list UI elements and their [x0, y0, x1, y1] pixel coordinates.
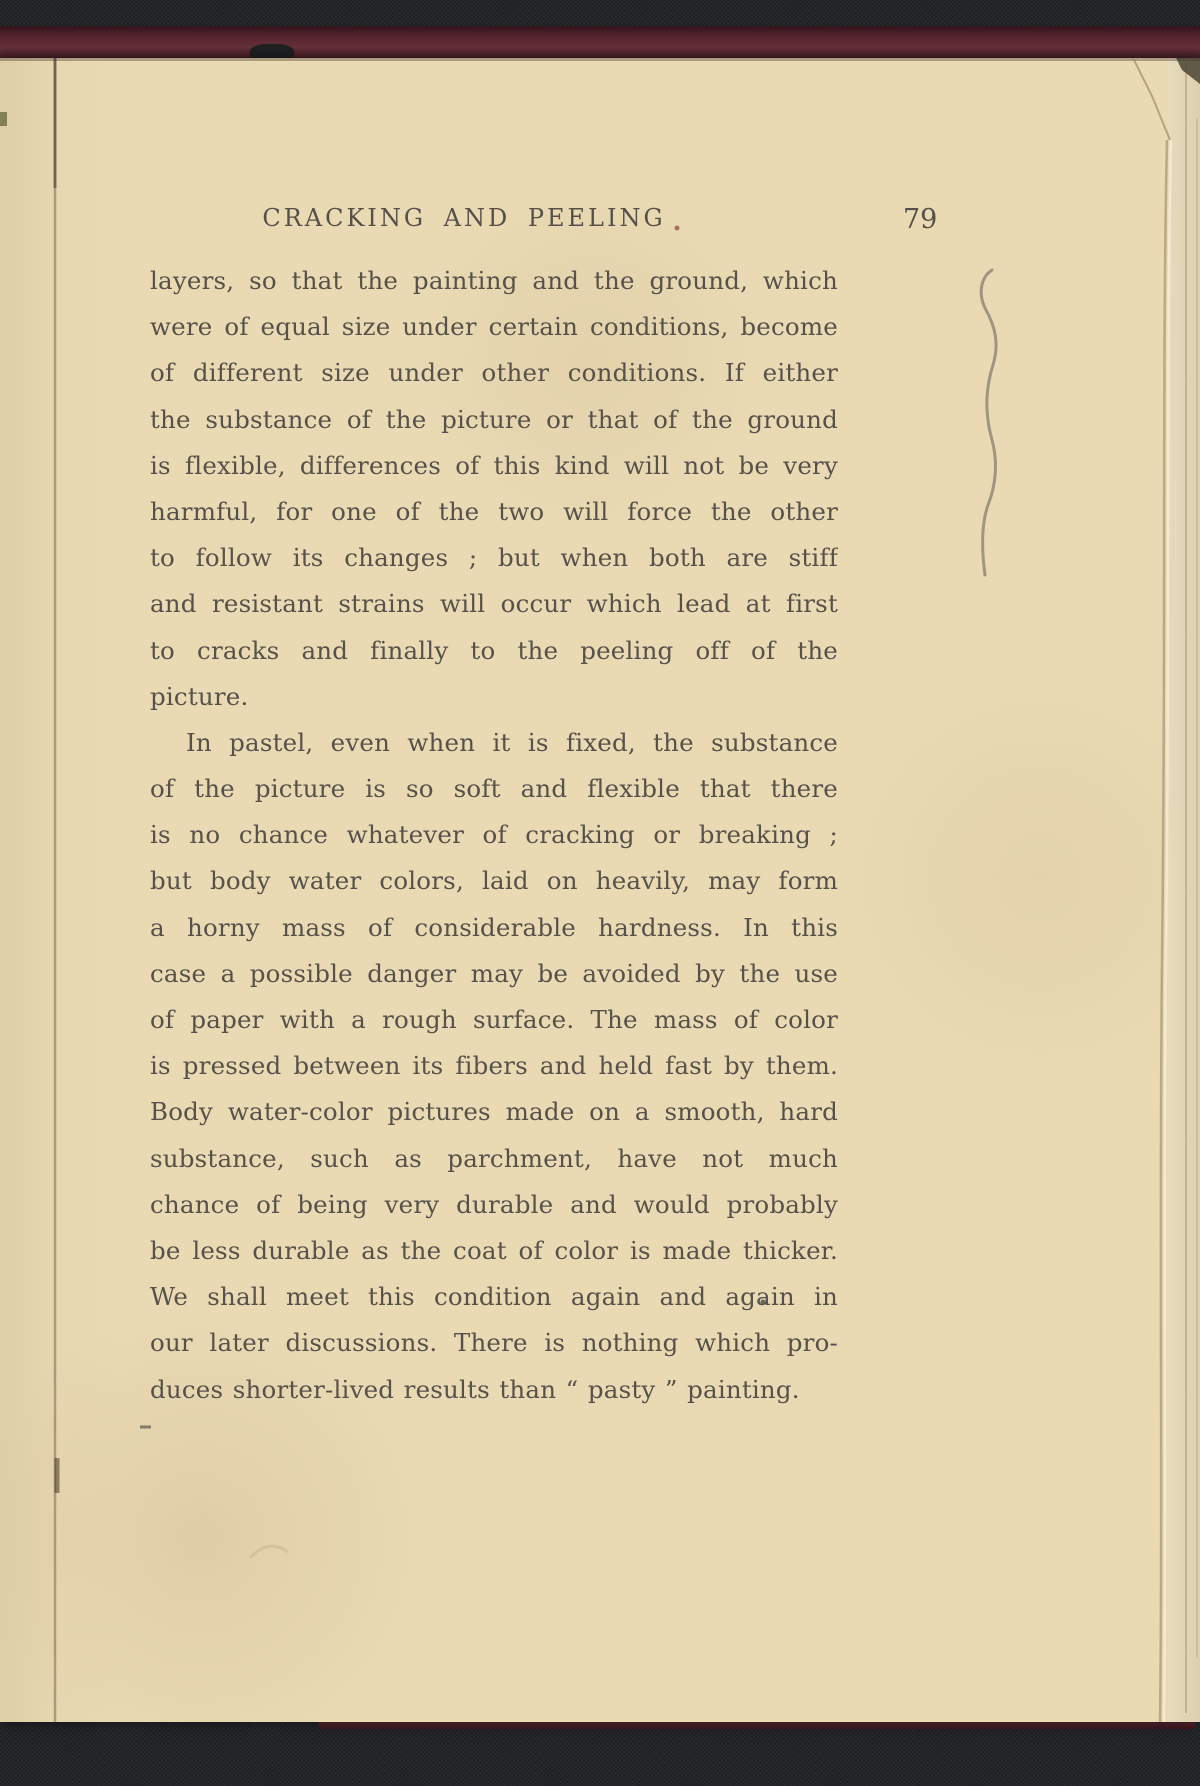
text-line: to cracks and finally to the peeling off of the [150, 635, 838, 665]
book-cover-bottom-edge [318, 1721, 1196, 1729]
text-line: be less durable as the coat of color is made thicker. [150, 1235, 838, 1265]
book-cover-top-edge [0, 26, 1200, 58]
text-line: We shall meet this condition again and again in [150, 1282, 838, 1312]
page-number: 79 [903, 204, 938, 235]
text-line: of paper with a rough surface. The mass of color [150, 1005, 838, 1034]
text-line: but body water colors, laid on heavily, may form [150, 866, 838, 896]
text-line: of different size under other conditions. If either [150, 358, 838, 388]
text-line: chance of being very durable and would probably [150, 1189, 838, 1219]
text-line: case a possible danger may be avoided by the use [150, 958, 838, 988]
text-line: In pastel, even when it is fixed, the substance [186, 727, 838, 757]
text-line: our later discussions. There is nothing which pro- [150, 1328, 838, 1358]
text-line: is flexible, differences of this kind will not be very [150, 450, 838, 480]
paragraph-1 [150, 258, 838, 720]
corner-shadow-patch [1176, 58, 1200, 84]
cover-shadow-line [0, 58, 1200, 61]
text-line: duces shorter-lived results than “ pasty ” painting. [150, 1374, 800, 1404]
text-line: picture. [150, 681, 249, 711]
text-line: Body water-color pictures made on a smooth, hard [150, 1097, 838, 1127]
faint-pencil-smudge [250, 1546, 288, 1558]
text-line: is no chance whatever of cracking or breaking ; [150, 820, 838, 850]
text-line: layers, so that the painting and the ground, which [150, 266, 838, 295]
text-line: substance, such as parchment, have not much [150, 1143, 838, 1173]
text-line: to follow its changes ; but when both are stiff [150, 543, 838, 573]
corner-tear-line [1133, 58, 1170, 140]
book-page [0, 58, 1200, 1722]
text-line: a horny mass of considerable hardness. In this [150, 912, 838, 942]
margin-pencil-wavy-mark [981, 270, 996, 575]
text-line: the substance of the picture or that of the ground [150, 404, 838, 434]
text-line: and resistant strains will occur which lead at first [150, 589, 838, 619]
text-line: harmful, for one of the two will force the other [150, 496, 838, 526]
running-header-title: CRACKING AND PEELING [262, 204, 666, 232]
paragraph-2 [150, 720, 838, 1413]
text-line: is pressed between its fibers and held fast by them. [150, 1051, 838, 1081]
body-text-block [150, 258, 838, 1413]
text-line: of the picture is so soft and flexible that there [150, 774, 838, 804]
edge-fleck [0, 112, 7, 126]
text-line: were of equal size under certain conditions, become [150, 312, 838, 342]
